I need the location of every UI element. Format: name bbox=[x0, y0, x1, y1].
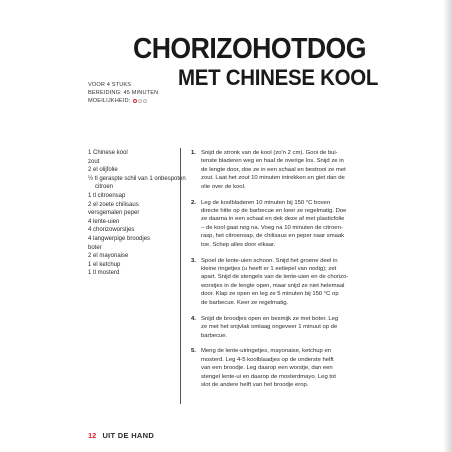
ingredient-item: 2 el olijfolie bbox=[88, 167, 118, 174]
column-divider bbox=[180, 148, 181, 404]
ingredient-item: citroen bbox=[95, 184, 114, 191]
step-number: 2. bbox=[191, 199, 196, 206]
step-line: zout. Laat het zout 10 minuten intrekken en giet dan de bbox=[201, 175, 345, 182]
step-item bbox=[191, 149, 371, 191]
recipe-title-line-2: MET CHINESE KOOL bbox=[178, 65, 379, 90]
step-item bbox=[191, 257, 371, 308]
step-line: ze met het snijvlak omlaag ongeveer 1 minuut op de bbox=[201, 324, 338, 331]
step-line: Leg de koolbladeren 10 minuten bij 150 °C boven bbox=[201, 199, 331, 206]
step-text bbox=[201, 199, 371, 250]
step-line: toe. Schep alles door elkaar. bbox=[201, 241, 276, 248]
step-line: worstjes in de lengte open, maar snijd ze niet helemaal bbox=[201, 282, 345, 289]
step-line: kleine ringetjes (u heeft er 1 eetlepel van nodig); zet bbox=[201, 266, 337, 273]
ingredient-item: 1 Chinese kool bbox=[88, 150, 128, 156]
ingredients-list bbox=[88, 149, 186, 278]
ingredient-item: zout bbox=[88, 158, 100, 165]
step-item bbox=[191, 315, 371, 340]
step-line: apart. Snijd de stengels van de lente-uien en de chorizo- bbox=[201, 274, 349, 281]
step-number: 4. bbox=[191, 315, 196, 322]
step-number: 5. bbox=[191, 348, 196, 355]
step-item bbox=[191, 347, 371, 389]
ingredient-item: ½ tl geraspte schil van 1 onbespoten bbox=[88, 175, 186, 182]
ingredient-item: 1 tl citroensap bbox=[88, 192, 126, 199]
step-line: ze daarna in een schaal en dek deze af met plasticfolie bbox=[201, 216, 345, 223]
step-number: 3. bbox=[191, 257, 196, 264]
page-edge-shadow bbox=[444, 0, 452, 452]
step-text bbox=[201, 149, 371, 191]
section-name: UIT DE HAND bbox=[102, 431, 155, 440]
step-line: Spoel de lente-uien schoon. Snijd het groene deel in bbox=[201, 257, 338, 264]
step-number: 1. bbox=[191, 150, 196, 156]
step-line: slot de andere helft van het broodje erop. bbox=[201, 382, 309, 389]
difficulty-dot-empty-icon bbox=[138, 99, 142, 103]
ingredient-item: 4 lente-uien bbox=[88, 218, 120, 225]
preparation-time: BEREIDING: 45 MINUTEN bbox=[88, 90, 159, 96]
ingredient-item: 4 langwerpige broodjes bbox=[88, 235, 151, 242]
step-line: olie over de kool. bbox=[201, 183, 246, 190]
step-line: tenste bladeren weg en haal de overige los. Snijd ze in bbox=[201, 158, 344, 165]
page-footer bbox=[88, 431, 154, 441]
step-text bbox=[201, 257, 371, 308]
recipe-title-line-1: CHORIZOHOTDOG bbox=[133, 33, 366, 65]
difficulty-dot-filled-icon bbox=[133, 99, 137, 103]
ingredient-item: 2 el mayonaise bbox=[88, 253, 129, 260]
step-line: de barbecue. Keer ze regelmatig. bbox=[201, 299, 289, 306]
step-line: van een broodje. Leg daarop een worstje, dan een bbox=[201, 365, 333, 372]
step-line: directe hitte op de barbecue en keer ze regelmatig. Doe bbox=[201, 208, 347, 215]
step-line: Snijd de broodjes open en besmijk ze met boter. Leg bbox=[201, 315, 339, 322]
step-line: door. Klap ze open en leg ze 5 minuten bij 150 °C op bbox=[201, 291, 339, 298]
difficulty-label: MOEILIJKHEID: bbox=[88, 98, 131, 104]
step-text bbox=[201, 315, 371, 340]
step-line: Snijd de stronk van de kool (zo'n 2 cm). Gooi de bui- bbox=[201, 150, 338, 156]
step-line: Meng de lente-uiringetjes, mayonaise, ketchup en bbox=[201, 348, 331, 355]
difficulty-dot-empty-icon bbox=[143, 99, 147, 103]
step-line: barbecue. bbox=[201, 332, 228, 339]
step-line: mosterd. Leg 4-5 koolblaadjes op de onderste helft bbox=[201, 356, 334, 363]
difficulty-row bbox=[88, 97, 178, 105]
ingredient-item: versgemalen peper bbox=[88, 210, 140, 217]
page-number: 12 bbox=[88, 431, 97, 440]
step-item bbox=[191, 199, 371, 250]
ingredient-item: boter bbox=[88, 244, 102, 251]
step-line: – de kool gaat nog na. Voeg na 10 minuten de citroen- bbox=[201, 224, 343, 231]
step-text bbox=[201, 347, 371, 389]
ingredient-item: 1 el ketchup bbox=[88, 261, 121, 268]
recipe-meta bbox=[88, 81, 178, 105]
ingredient-item: 2 el zoete chilisaus bbox=[88, 201, 139, 208]
steps-list bbox=[191, 149, 371, 397]
ingredient-item: 4 chorizoworstjes bbox=[88, 227, 135, 234]
servings: VOOR 4 STUKS bbox=[88, 82, 132, 88]
step-line: rasp, het citroensap, de chilisaus en peper naar smaak bbox=[201, 233, 345, 240]
ingredient-item: 1 tl mosterd bbox=[88, 270, 120, 277]
difficulty-rating bbox=[133, 99, 147, 103]
step-line: stengel lente-ui en daarop de mosterdmayo. Leg tot bbox=[201, 373, 336, 380]
step-line: de lengte door, doe ze in een schaal en bestrooi ze met bbox=[201, 166, 346, 173]
